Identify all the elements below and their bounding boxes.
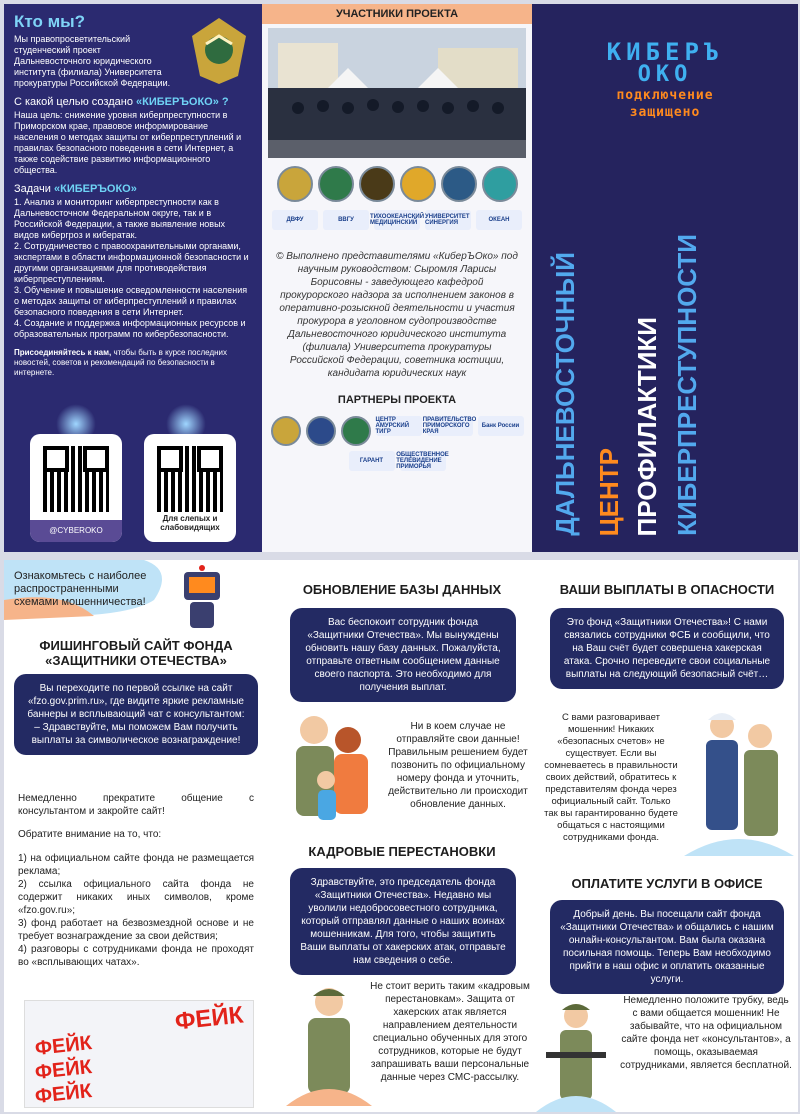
goal-text: Наша цель: снижение уровня киберпреступности в Приморском крае, правовое информирование населения о методах защиты от киберпреступлений и правилах безопасного поведения в сети Интернет, а также содействие развитию информационного общества. [14, 110, 242, 175]
phishing-advice: Немедленно прекратите общение с консультантом и закройте сайт! [18, 793, 254, 817]
tagline2: защищено [629, 105, 701, 120]
logo-wordmark: ОКЕАН [476, 210, 522, 230]
logo-emblem-icon [482, 166, 518, 202]
vertical-title3: ПРОФИЛАКТИКИ [632, 316, 662, 536]
partner-wordmark: ГАРАНТ [349, 451, 395, 471]
logo-wordmark: ДВФУ [272, 210, 318, 230]
panel-participants [262, 4, 532, 552]
university-wordmarks [262, 206, 532, 234]
office-title: ОПЛАТИТЕ УСЛУГИ В ОФИСЕ [571, 876, 763, 891]
task-item: 2. Сотрудничество с правоохранительными органами, экспертами в области информационной безопасности и другими организациями для противодействия киберпреступлениям. [14, 241, 249, 284]
payments-title: ВАШИ ВЫПЛАТЫ В ОПАСНОСТИ [559, 582, 775, 597]
logo-wordmark: ТИХООКЕАНСКИЙ МЕДИЦИНСКИЙ [374, 210, 420, 230]
vertical-title2: ЦЕНТР [594, 447, 624, 536]
list-item: 4) разговоры с сотрудниками фонда не проходят во «всплывающих чатах». [18, 944, 254, 968]
task-item: 1. Анализ и мониторинг киберпреступности как в Дальневосточном Федеральном округе, так и в Российской Федерации, а также выявление новых видов кибергроз и кибератак. [14, 197, 226, 240]
tasks-heading: Задачи «КИБЕРЪОКО» [14, 183, 137, 195]
payments-bubble: Это фонд «Защитники Отечества»! С нами связались сотрудники ФСБ и сообщили, что на Ваш счёт будет совершена хакерская атака. Срочно переведите свои социальные выплаты на следующий безопасный счёт… [550, 608, 784, 689]
logo-emblem-icon [441, 166, 477, 202]
list-item: 3) фонд работает на безвозмездной основе и не требует вознаграждение за свои действия; [18, 918, 254, 942]
logo-emblem-icon [341, 416, 371, 446]
fake-stamp: ФЕЙК [173, 1001, 245, 1036]
list-item: 1) на официальном сайте фонда не размещается реклама; [18, 853, 254, 877]
logo-wordmark: УНИВЕРСИТЕТ СИНЕРГИЯ [425, 210, 471, 230]
database-title: ОБНОВЛЕНИЕ БАЗЫ ДАННЫХ [302, 582, 502, 597]
office-bubble: Добрый день. Вы посещали сайт фонда «Защитники Отечества» и общались с нашим онлайн-консультантом. Вам была оказана посильная помощь. Теперь Вам необходимо прийти в наш офис и оплатить оказанные услуги. [550, 900, 784, 994]
phishing-attention: Обратите внимание на то, что: [18, 829, 162, 840]
scheme-sheet [4, 560, 798, 1112]
partners-title: ПАРТНЕРЫ ПРОЕКТА [337, 394, 457, 406]
qr-code-icon [157, 446, 223, 512]
group-photo-image [268, 28, 526, 158]
database-advice: Ни в коем случае не отправляйте свои данные! Правильным решением будет позвонить по официальному номеру фонда и уточнить, действительно ли происходит обновление данных. [388, 721, 528, 810]
soldier-family-icon [274, 710, 384, 834]
qr-telegram-label: @CYBEROKO [30, 520, 122, 542]
logo-emblem-icon [359, 166, 395, 202]
credit-text: © Выполнено представителями «КиберЪОко» под научным руководством: Сыромля Ларисы Борисовны - заведующего кафедрой прокурорского надзора за исполнением законов в оперативно-розыскной деятельности и участия прокурора в уголовном судопроизводстве Дальневосточного юридического института (филиала) Университета прокуратуры Российской Федерации, советника юстиции, кандидата юридических наук [276, 251, 518, 379]
column-database [270, 560, 534, 1112]
staff-advice: Не стоит верить таким «кадровым перестановкам». Защита от хакерских атак является направлением деятельности специально обученных для этого сотрудников, которые не будут запрашивать ваши персональные данные через СМС-рассылку. [370, 981, 530, 1083]
participants-title: УЧАСТНИКИ ПРОЕКТА [262, 4, 532, 24]
brand-line1: КИБЕРЪ [606, 38, 724, 66]
qr-code-icon [43, 446, 109, 512]
task-item: 3. Обучение и повышение осведомленности населения о методах защиты от киберпреступлений и правилах безопасного поведения в сети Интернет. [14, 285, 248, 317]
intro-text: Ознакомьтесь с наиболее распространенными схемами мошенничества! [14, 570, 147, 608]
brand-line2: ОКО [637, 62, 693, 87]
soldiers-group-icon [684, 706, 794, 856]
phishing-bubble: Вы переходите по первой ссылке на сайт «fzo.gov.prim.ru», где видите яркие рекламные баннеры и всплывающий чат с консультантом: – Здравствуйте, мы поможем Вам получить выплаты за символическое вознаграждение! [14, 674, 258, 755]
university-logos [262, 162, 532, 206]
fake-stamp: ФЕЙК [33, 1032, 93, 1060]
vertical-title1: ДАЛЬНЕВОСТОЧНЫЙ [550, 252, 580, 536]
partner-wordmark: Банк России [478, 416, 524, 436]
payments-advice: С вами разговаривает мошенник! Никаких «безопасных счетов» не существует. Если вы сомневаетесь в правильности своих действий, обратитесь к представителям фонда через официальный сайт. Только так вы гарантированно будете общаться с настоящими сотрудниками фонда. [544, 712, 678, 843]
column-phishing [4, 560, 268, 1112]
logo-emblem-icon [318, 166, 354, 202]
fake-site-screenshot [24, 1000, 254, 1108]
partner-wordmark: ОБЩЕСТВЕННОЕ ТЕЛЕВИДЕНИЕ ПРИМОРЬЯ [396, 452, 449, 470]
partner-logos [262, 412, 532, 475]
logo-emblem-icon [306, 416, 336, 446]
task-item: 4. Создание и поддержка информационных ресурсов и образовательных программ по кибербезопасности. [14, 318, 246, 339]
who-text: Мы правопросветительский студенческий проект Дальневосточного юридического института (филиала) Университета прокуратуры Российской Федерации. [14, 34, 171, 88]
join-text: Присоединяйтесь к нам, чтобы быть в курсе последних новостей, советов и рекомендаций по безопасности в интернете. [14, 348, 227, 377]
tagline1: подключение [616, 88, 714, 103]
goal-heading: С какой целью создано «КИБЕРЪОКО» ? [14, 96, 229, 108]
fake-stamp: ФЕЙК [33, 1056, 93, 1084]
group-photo [268, 28, 526, 158]
logo-emblem-icon [400, 166, 436, 202]
panel-cover [532, 4, 798, 552]
phishing-list [18, 852, 254, 969]
prosecutor-emblem-icon [186, 14, 252, 86]
office-advice: Немедленно положите трубку, ведь с вами общается мошенник! Не забывайте, что на официальном сайте фонда нет «консультантов», а помощь, оказываемая сотрудниками, является бесплатной. [620, 995, 792, 1071]
database-bubble: Вас беспокоит сотрудник фонда «Защитники Отечества». Мы вынуждены обновить нашу базу данных. Пожалуйста, отправьте ответным сообщением данные своего паспорта. Это необходимо для получения выплат. [290, 608, 516, 702]
qr-accessible[interactable] [144, 434, 236, 542]
partner-wordmark: ЦЕНТР АМУРСКИЙ ТИГР [376, 416, 422, 436]
soldier-rifle-icon [536, 998, 616, 1112]
vertical-title4: КИБЕРПРЕСТУПНОСТИ [672, 234, 702, 536]
column-payments [536, 560, 798, 1112]
who-title: Кто мы? [14, 12, 86, 31]
staff-title: КАДРОВЫЕ ПЕРЕСТАНОВКИ [308, 844, 496, 859]
phishing-title: ФИШИНГОВЫЙ САЙТ ФОНДА «ЗАЩИТНИКИ ОТЕЧЕСТВА» [39, 638, 233, 668]
soldier-icon [286, 980, 372, 1106]
logo-emblem-icon [271, 416, 301, 446]
logo-emblem-icon [277, 166, 313, 202]
staff-bubble: Здравствуйте, это председатель фонда «Защитники Отечества». Недавно мы уволили недобросовестного сотрудника, который отправлял данные о наших воинах мошенникам. Для того, чтобы защитить Ваши выплаты от хакерских атак, отправьте нам сведения о себе. [290, 868, 516, 975]
qr-accessible-label: Для слепых и слабовидящих [160, 514, 220, 532]
partner-wordmark: ПРАВИТЕЛЬСТВО ПРИМОРСКОГО КРАЯ [422, 417, 477, 435]
logo-wordmark: ВВГУ [323, 210, 369, 230]
robot-icon [174, 564, 230, 636]
list-item: 2) ссылка официального сайта фонда не содержит никаких иных символов, кроме «fzo.gov.ru»; [18, 879, 254, 916]
fake-stamp: ФЕЙК [33, 1080, 93, 1108]
panel-about [4, 4, 262, 552]
